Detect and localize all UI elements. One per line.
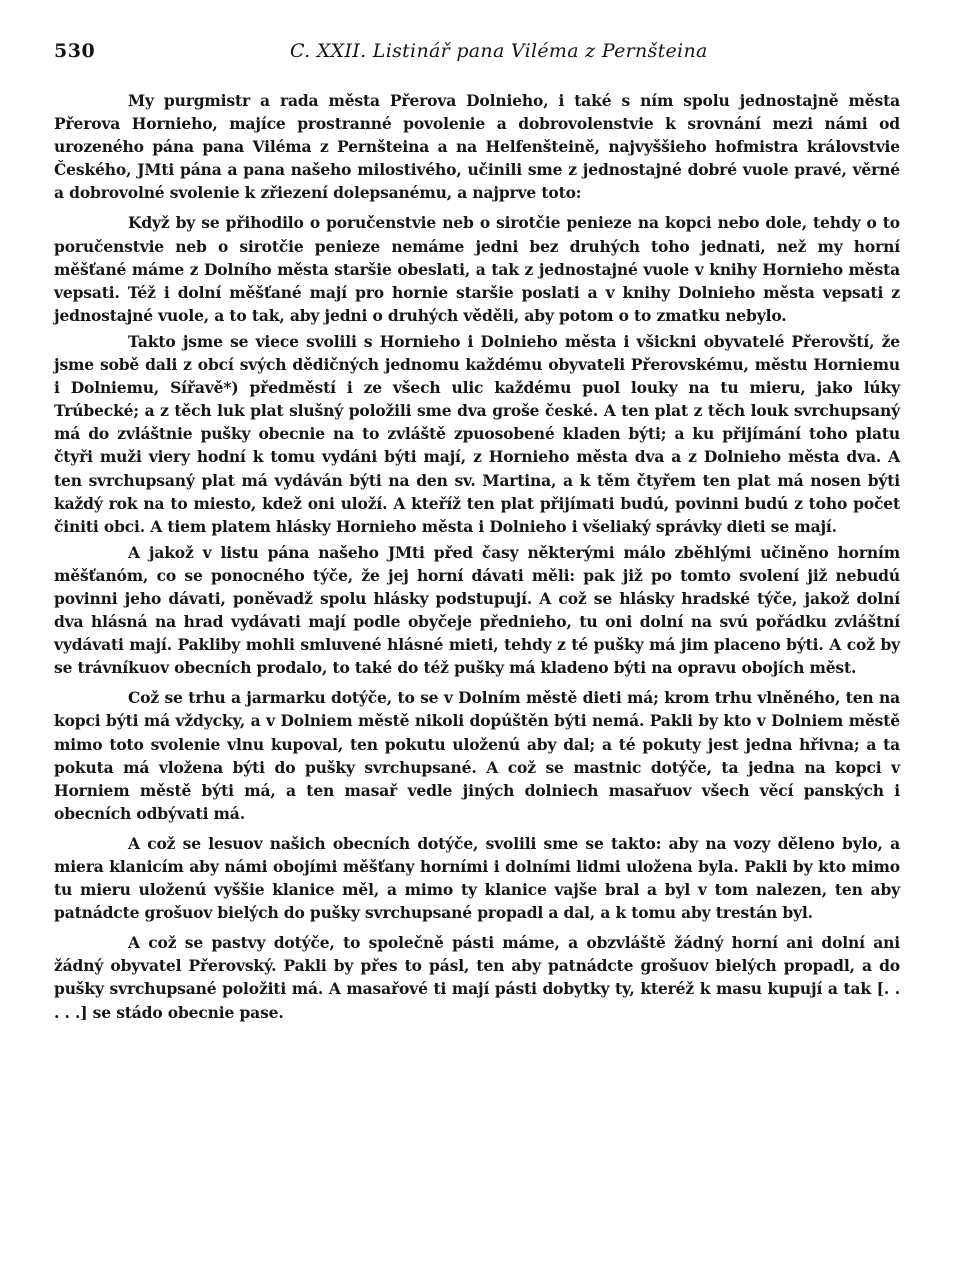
running-head (54, 40, 914, 70)
paragraph: Takto jsme se viece svolili s Hornieho i Dolnieho města i všickni obyvatelé Přerovští, že jsme sobě dali z obcí svých dědičných jednomu každému obyvateli Přerovskému, městu Horniemu i Dolniemu, Sířavě*) předměstí i ze všech ulic každému puol louky na tu mieru, jako lúky Trúbecké; a z těch luk plat slušný položili sme dva groše české. A ten plat z těch louk svrchupsaný má do zvláštnie pušky obecnie na to zvláště zpuosobené kladen býti; a ku přijímání toho platu čtyři muži viery hodní k tomu vydáni býti mají, z Hornieho města dva a z Dolnieho města dva. A ten svrchupsaný plat má vydáván býti na den sv. Martina, a k těm čtyřem ten plat má nosen býti každý rok na to miesto, kdež oni uloží. A kteříž ten plat přijímati budú, povinni budú z toho počet činiti obci. A tiem platem hlásky Hornieho města i Dolnieho i všeliaký správky dieti se mají. (54, 331, 900, 536)
chapter-title: C. XXII. Listinář pana Viléma z Pernšteina (290, 40, 708, 62)
page-number: 530 (54, 40, 96, 62)
paragraph: Když by se přihodilo o poručenstvie neb o sirotčie penieze na kopci nebo dole, tehdy o to poručenstvie neb o sirotčie penieze nemáme jedni bez druhých toho jednati, než my horní měšťané máme z Dolního města staršie obeslati, a tak z jednostajné vuole v knihy Hornieho města vepsati. Též i dolní měšťané mají pro hornie staršie poslati a v knihy Dolnieho města vepsati z jednostajné vuole, a to tak, aby jedni o druhých věděli, aby potom o to zmatku nebylo. (54, 213, 900, 325)
paragraph: My purgmistr a rada města Přerova Dolnieho, i také s ním spolu jednostajně města Přerova Hornieho, majíce prostranné povolenie a dobrovolenstvie k srovnání mezi námi od urozeného pána pana Viléma z Pernšteina a na Helfenšteině, najvyššieho hofmistra královstvie Českého, JMti pána a pana našeho milostivého, učinili sme z jednostajné dobré vuole pravé, věrné a dobrovolné svolenie k zřiezení dolepsanému, a najprve toto: (54, 91, 900, 203)
paragraph: A což se lesuov našich obecních dotýče, svolili sme se takto: aby na vozy děleno bylo, a miera klanicím aby námi obojími měšťany horními i dolními lidmi uložena byla. Pakli by kto mimo tu mieru uloženú vyššie klanice měl, a mimo ty klanice vajše bral a byl v tom nalezen, ten aby patnádcte grošuov bielých do pušky svrchupsané propadl a dal, a k tomu aby trestán byl. (54, 833, 900, 923)
body-text (54, 89, 900, 1024)
paragraph: A jakož v listu pána našeho JMti před časy některými málo zběhlými učiněno horním měšťanóm, co se ponocného týče, že jej horní dávati měli: pak již po tomto svolení již nebudú povinni jeho dávati, poněvadž spolu hlásky podstupují. A což se hlásky hradské týče, jakož dolní dva hlásná na hrad vydávati mají podle obyčeje přednieho, tu oni dolní na svú pořádku zvláštní vydávati mají. Pakliby mohli smluvené hlásné mieti, tehdy z té pušky má jim placeno býti. A což by se trávníkuov obecních prodalo, to také do též pušky má kladeno býti na opravu obojích měst. (54, 542, 900, 678)
paragraph: Což se trhu a jarmarku dotýče, to se v Dolním městě dieti má; krom trhu vlněného, ten na kopci býti má vždycky, a v Dolniem městě nikoli dopúštěn býti nemá. Pakli by kto v Dolniem městě mimo toto svolenie vlnu kupoval, ten pokutu uloženú aby dal; a té pokuty jest jedna hřivna; a ta pokuta má vložena býti do pušky svrchupsané. A což se mastnic dotýče, ta jedna na kopci v Horniem městě býti má, a ten masař vedle jiných dolniech masařuov všech věcí panských i obecních odbývati má. (54, 688, 900, 823)
paragraph: A což se pastvy dotýče, to společně pásti máme, a obzvláště žádný horní ani dolní ani žádný obyvatel Přerovský. Pakli by přes to pásl, ten aby patnádcte grošuov bielých propadl, a do pušky svrchupsané položiti má. A masařové ti mají pásti dobytky ty, kteréž k masu kupují a tak [. . . . .] se stádo obecnie pase. (54, 933, 900, 1022)
